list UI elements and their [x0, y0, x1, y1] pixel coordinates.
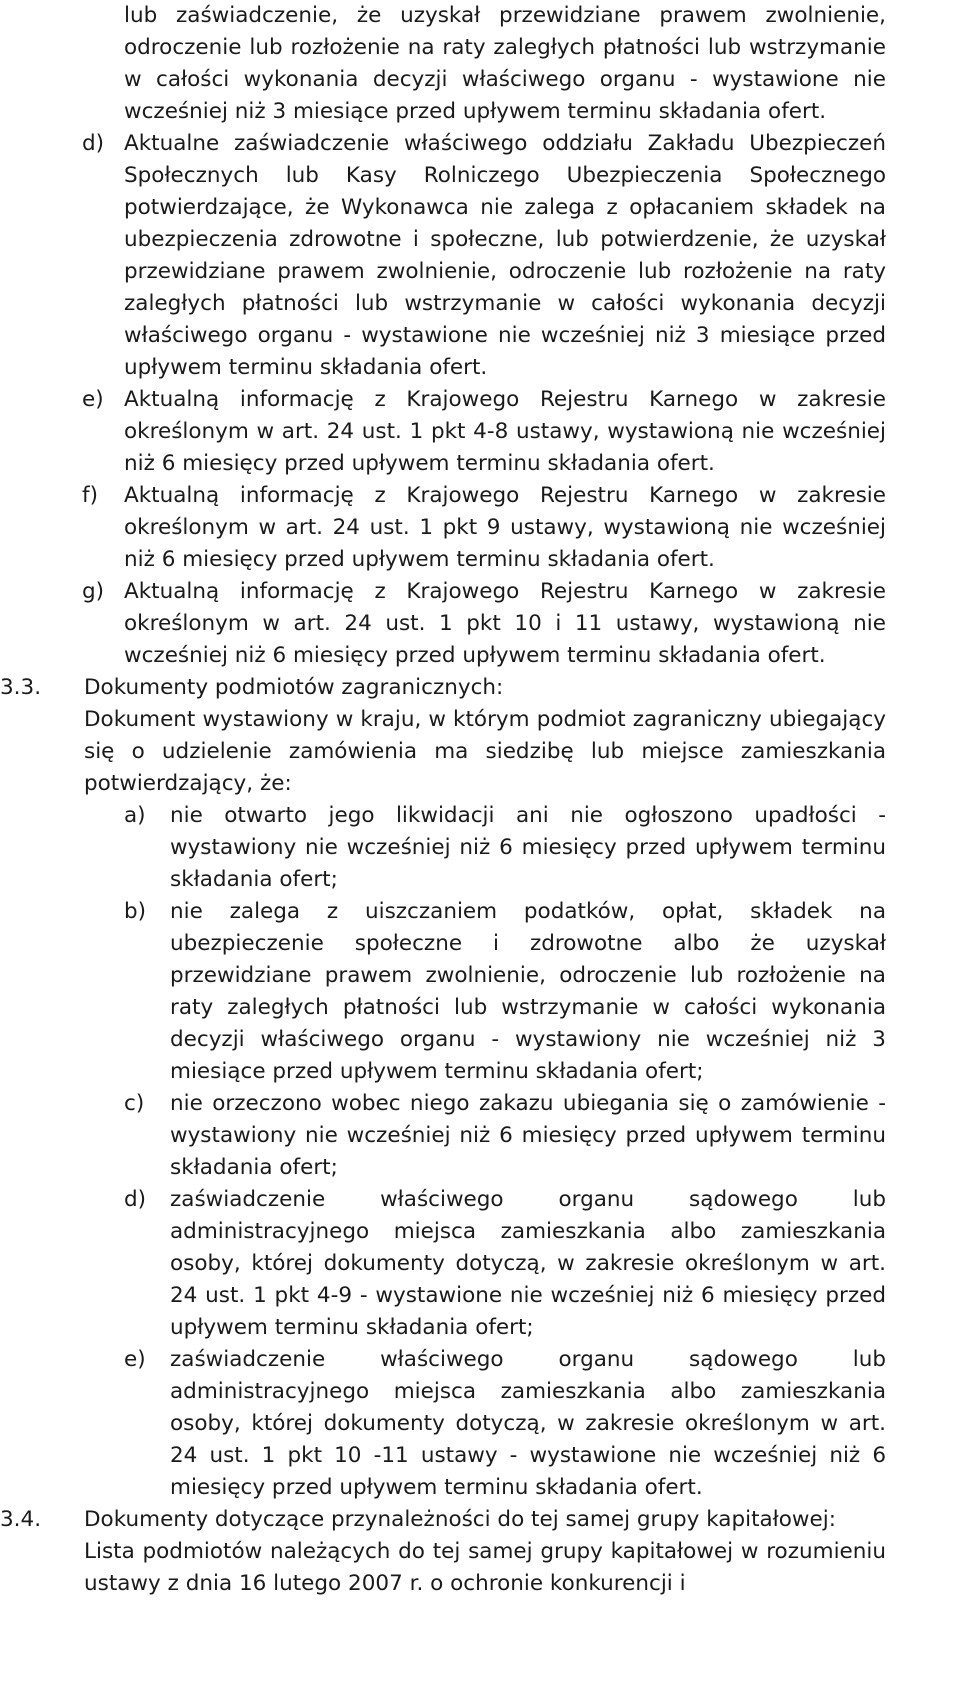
list-item-d — [124, 1184, 886, 1344]
list-item-c — [124, 1088, 886, 1184]
section-heading: Dokumenty dotyczące przynależności do tej samej grupy kapitałowej: — [84, 1507, 836, 1532]
continuation-paragraph: lub zaświadczenie, że uzyskał przewidziane prawem zwolnienie, odroczenie lub rozłożenie na raty zaległych płatności lub wstrzymanie w całości wykonania decyzji właściwego organu - wystawione nie wcześniej niż 3 miesiące przed upływem terminu składania ofert. — [124, 3, 886, 124]
list-item-text: nie zalega z uiszczaniem podatków, opłat, składek na ubezpieczenie społeczne i zdrowotne albo że uzyskał przewidziane prawem zwolnienie, odroczenie lub rozłożenie na raty zaległych płatności lub wstrzymanie w całości wykonania decyzji właściwego organu - wystawiony nie wcześniej niż 3 miesiące przed upływem terminu składania ofert; — [170, 899, 886, 1084]
section-3-3-list — [124, 800, 960, 1504]
section-number: 3.3. — [0, 675, 42, 700]
list-item-a — [124, 800, 886, 896]
list-marker: d) — [124, 1187, 147, 1212]
section-3-4 — [0, 1504, 960, 1600]
section-3-3 — [0, 672, 960, 800]
list-item-text: nie orzeczono wobec niego zakazu ubiegania się o zamówienie - wystawiony nie wcześniej niż 6 miesięcy przed upływem terminu składania ofert; — [170, 1091, 886, 1180]
top-item-list — [82, 128, 960, 672]
section-intro: Dokument wystawiony w kraju, w którym podmiot zagraniczny ubiegający się o udzielenie zamówienia ma siedzibę lub miejsce zamieszkania potwierdzający, że: — [84, 707, 886, 796]
list-item-text: nie otwarto jego likwidacji ani nie ogłoszono upadłości - wystawiony nie wcześniej niż 6 miesięcy przed upływem terminu składania ofert; — [170, 803, 886, 892]
list-marker: f) — [82, 483, 98, 508]
list-item-b — [124, 896, 886, 1088]
list-item-text: Aktualne zaświadczenie właściwego oddziału Zakładu Ubezpieczeń Społecznych lub Kasy Rolniczego Ubezpieczenia Społecznego potwierdzające, że Wykonawca nie zalega z opłacaniem składek na ubezpieczenia zdrowotne i społeczne, lub potwierdzenie, że uzyskał przewidziane prawem zwolnienie, odroczenie lub rozłożenie na raty zaległych płatności lub wstrzymanie w całości wykonania decyzji właściwego organu - wystawione nie wcześniej niż 3 miesiące przed upływem terminu składania ofert. — [124, 131, 886, 380]
list-marker: a) — [124, 803, 146, 828]
list-marker: d) — [82, 131, 105, 156]
list-marker: e) — [124, 1347, 146, 1372]
list-item-e — [124, 1344, 886, 1504]
list-item-text: zaświadczenie właściwego organu sądowego lub administracyjnego miejsca zamieszkania albo zamieszkania osoby, której dokumenty dotyczą, w zakresie określonym w art. 24 ust. 1 pkt 10 -11 ustawy - wystawione nie wcześniej niż 6 miesięcy przed upływem terminu składania ofert. — [170, 1347, 886, 1500]
section-number: 3.4. — [0, 1507, 42, 1532]
list-item-f — [82, 480, 886, 576]
list-item-text: Aktualną informację z Krajowego Rejestru Karnego w zakresie określonym w art. 24 ust. 1 pkt 10 i 11 ustawy, wystawioną nie wcześniej niż 6 miesięcy przed upływem terminu składania ofert. — [124, 579, 886, 668]
list-item-e — [82, 384, 886, 480]
list-item-text: Aktualną informację z Krajowego Rejestru Karnego w zakresie określonym w art. 24 ust. 1 pkt 9 ustawy, wystawioną nie wcześniej niż 6 miesięcy przed upływem terminu składania ofert. — [124, 483, 886, 572]
list-marker: e) — [82, 387, 104, 412]
list-item-g — [82, 576, 886, 672]
list-marker: c) — [124, 1091, 145, 1116]
section-intro: Lista podmiotów należących do tej samej grupy kapitałowej w rozumieniu ustawy z dnia 16 lutego 2007 r. o ochronie konkurencji i — [84, 1539, 886, 1596]
list-item-text: Aktualną informację z Krajowego Rejestru Karnego w zakresie określonym w art. 24 ust. 1 pkt 4-8 ustawy, wystawioną nie wcześniej niż 6 miesięcy przed upływem terminu składania ofert. — [124, 387, 886, 476]
section-heading: Dokumenty podmiotów zagranicznych: — [84, 675, 504, 700]
list-marker: b) — [124, 899, 147, 924]
list-marker: g) — [82, 579, 105, 604]
list-item-text: zaświadczenie właściwego organu sądowego lub administracyjnego miejsca zamieszkania albo zamieszkania osoby, której dokumenty dotyczą, w zakresie określonym w art. 24 ust. 1 pkt 4-9 - wystawione nie wcześniej niż 6 miesięcy przed upływem terminu składania ofert; — [170, 1187, 886, 1340]
list-item-d — [82, 128, 886, 384]
